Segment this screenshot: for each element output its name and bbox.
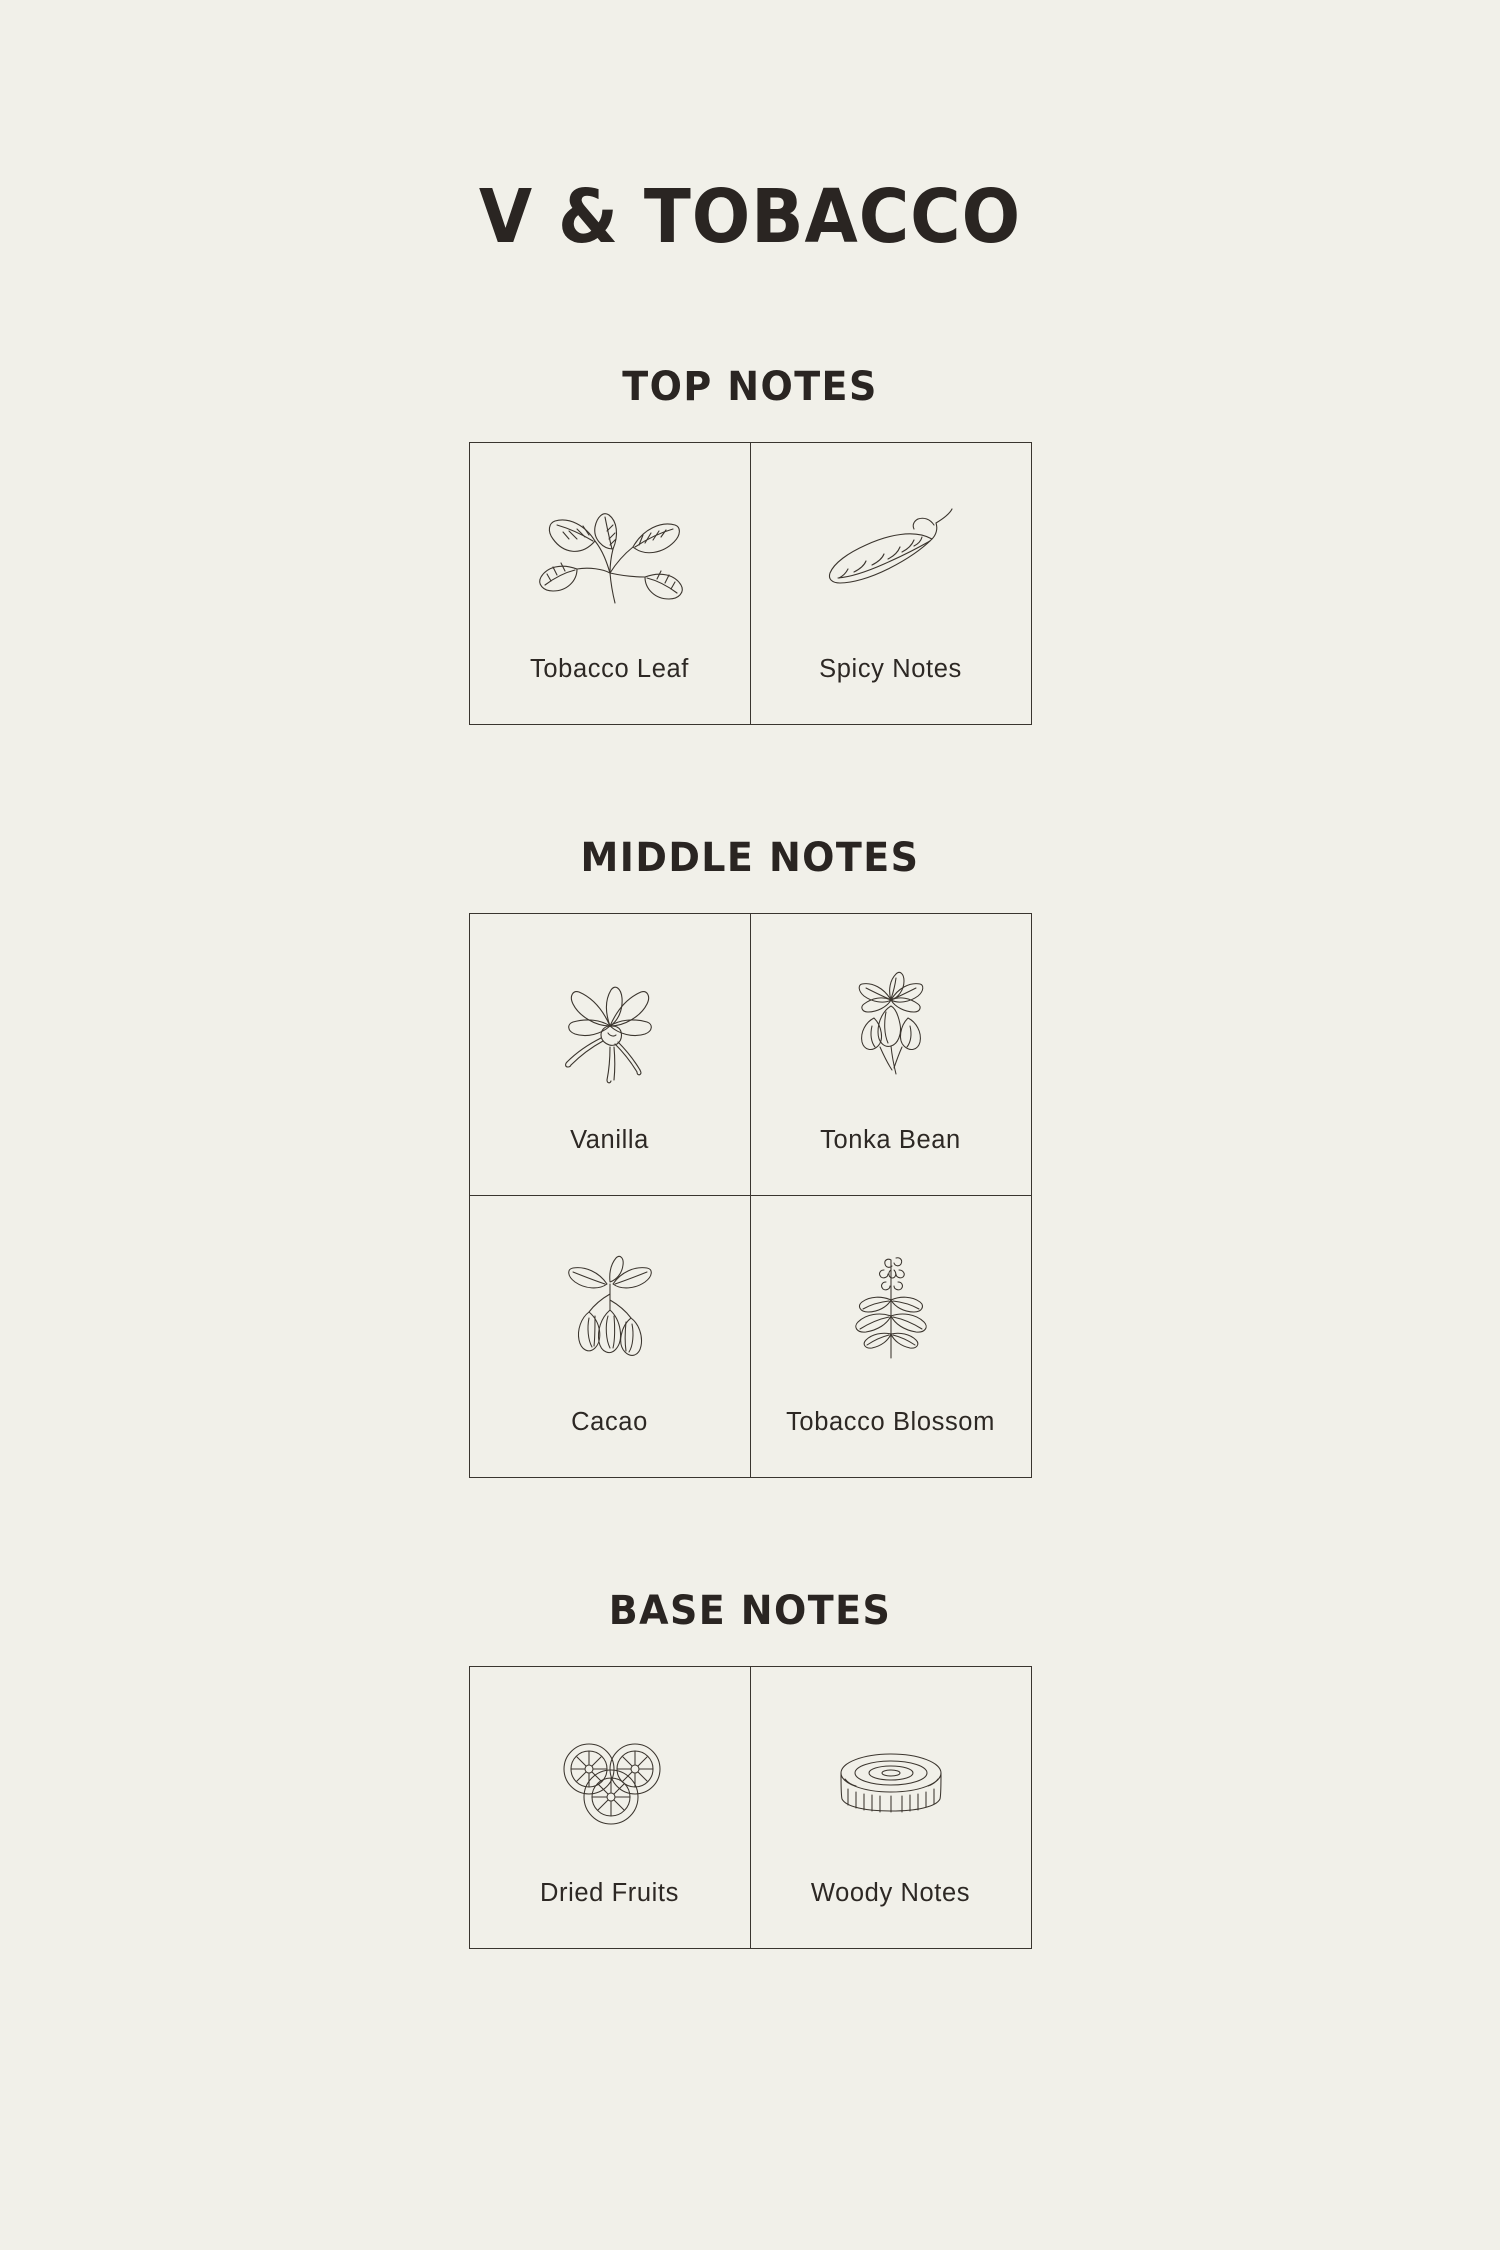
note-cell-cacao[interactable] bbox=[470, 1196, 751, 1478]
note-cell-tobacco-leaf[interactable] bbox=[470, 443, 751, 725]
section-title-base-notes: BASE NOTES bbox=[608, 1588, 892, 1634]
note-cell-woody-notes[interactable] bbox=[751, 1667, 1032, 1949]
wood-slice-illustration bbox=[796, 1701, 986, 1861]
note-label: Vanilla bbox=[570, 1126, 649, 1154]
note-cell-dried-fruits[interactable] bbox=[470, 1667, 751, 1949]
note-cell-vanilla[interactable] bbox=[470, 914, 751, 1196]
tonka-bean-plant-illustration bbox=[796, 948, 986, 1108]
note-cell-spicy-notes[interactable] bbox=[751, 443, 1032, 725]
notes-grid-middle bbox=[469, 913, 1032, 1478]
note-label: Woody Notes bbox=[810, 1879, 971, 1907]
note-label: Dried Fruits bbox=[540, 1879, 679, 1907]
note-cell-tobacco-blossom[interactable] bbox=[751, 1196, 1032, 1478]
note-label: Cacao bbox=[571, 1408, 648, 1436]
notes-grid-top bbox=[469, 442, 1032, 725]
bottom-spacer bbox=[0, 2059, 1500, 2179]
note-label: Tobacco Leaf bbox=[530, 655, 689, 683]
cacao-pods-illustration bbox=[515, 1230, 705, 1390]
note-label: Tobacco Blossom bbox=[786, 1408, 995, 1436]
page-title: V & TOBACCO bbox=[478, 174, 1022, 260]
section-base-notes bbox=[0, 1588, 1500, 1949]
notes-grid-base bbox=[469, 1666, 1032, 1949]
tobacco-leaf-illustration bbox=[515, 477, 705, 637]
note-label: Spicy Notes bbox=[819, 655, 962, 683]
section-title-middle-notes: MIDDLE NOTES bbox=[580, 835, 920, 881]
vanilla-flower-illustration bbox=[515, 948, 705, 1108]
note-label: Tonka Bean bbox=[820, 1126, 961, 1154]
section-title-top-notes: TOP NOTES bbox=[622, 364, 878, 410]
tobacco-blossom-illustration bbox=[796, 1230, 986, 1390]
dried-fruit-slices-illustration bbox=[515, 1701, 705, 1861]
section-middle-notes bbox=[0, 835, 1500, 1478]
section-top-notes bbox=[0, 364, 1500, 725]
note-cell-tonka-bean[interactable] bbox=[751, 914, 1032, 1196]
chili-pepper-illustration bbox=[796, 477, 986, 637]
